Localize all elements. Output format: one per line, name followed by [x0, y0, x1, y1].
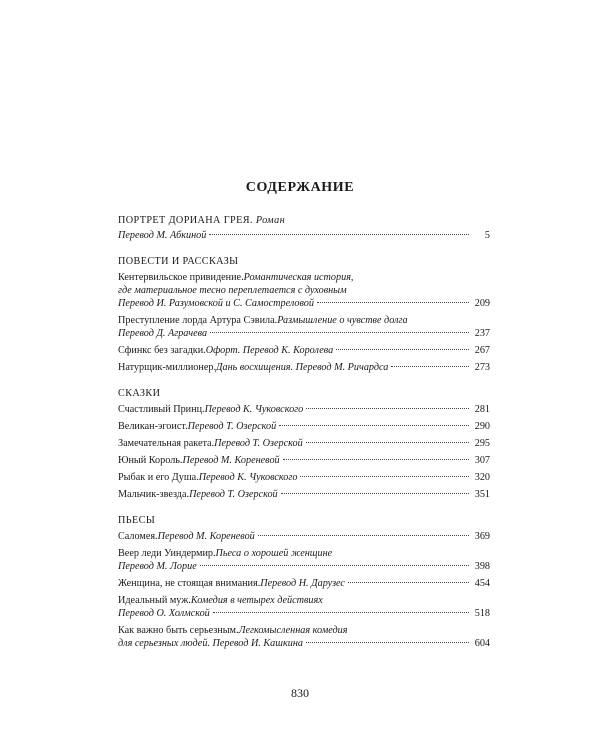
entry-page-number: 518: [474, 608, 490, 619]
toc-entry-line: [118, 344, 490, 357]
table-of-contents: [118, 214, 490, 663]
toc-entry-line: [118, 530, 490, 543]
entry-title: Кентервильское привидение.: [118, 272, 244, 283]
toc-entry-line: [118, 637, 490, 650]
section-heading-text: ПЬЕСЫ: [118, 515, 156, 526]
entry-subtitle: Перевод М. Кореневой: [157, 531, 255, 542]
dot-leader: [213, 612, 469, 613]
entry-subtitle: Комедия в четырех действиях: [190, 595, 323, 606]
entry-title: Женщина, не стоящая внимания.: [118, 578, 261, 589]
toc-entry-line: [118, 284, 490, 297]
toc-entry-line: [118, 454, 490, 467]
toc-entry[interactable]: [118, 488, 490, 501]
entry-page-number: 281: [474, 404, 490, 415]
dot-leader: [300, 476, 469, 477]
entry-page-number: 209: [474, 298, 490, 309]
entry-title: Натурщик-миллионер.: [118, 362, 216, 373]
entry-subtitle: Перевод Т. Озерской: [189, 489, 278, 500]
toc-entry[interactable]: [118, 624, 490, 650]
entry-title: Как важно быть серьезным.: [118, 625, 239, 636]
dot-leader: [209, 234, 469, 235]
entry-page-number: 454: [474, 578, 490, 589]
entry-subtitle: Перевод М. Абкиной: [118, 230, 207, 241]
entry-subtitle: Перевод К. Чуковского: [204, 404, 304, 415]
toc-entry[interactable]: [118, 530, 490, 543]
entry-title: Мальчик-звезда.: [118, 489, 190, 500]
toc-entry[interactable]: [118, 361, 490, 374]
toc-entry-line: [118, 624, 490, 637]
entry-title: Идеальный муж.: [118, 595, 191, 606]
toc-entry[interactable]: [118, 577, 490, 590]
toc-entry-line: [118, 403, 490, 416]
dot-leader: [306, 408, 469, 409]
toc-entry[interactable]: [118, 420, 490, 433]
dot-leader: [279, 425, 469, 426]
toc-entry-line: [118, 547, 490, 560]
toc-entry[interactable]: [118, 344, 490, 357]
entry-subtitle: Перевод К. Чуковского: [198, 472, 298, 483]
entry-subtitle: Пьеса о хорошей женщине: [215, 548, 333, 559]
entry-subtitle: Перевод Т. Озерской: [214, 438, 303, 449]
section-heading: [118, 387, 490, 400]
entry-page-number: 604: [474, 638, 490, 649]
page-title: СОДЕРЖАНИЕ: [245, 180, 355, 195]
section-heading: [118, 255, 490, 268]
entry-subtitle: Офорт. Перевод К. Королева: [205, 345, 334, 356]
section-heading-genre: Роман: [255, 215, 286, 226]
entry-page-number: 320: [474, 472, 490, 483]
entry-page-number: 273: [474, 362, 490, 373]
toc-entry[interactable]: [118, 454, 490, 467]
entry-page-number: 237: [474, 328, 490, 339]
toc-section: [118, 214, 490, 242]
dot-leader: [317, 302, 469, 303]
section-heading-text: ПОВЕСТИ И РАССКАЗЫ: [118, 256, 239, 267]
entry-subtitle: где материальное тесно переплетается с духовным: [118, 285, 347, 296]
toc-section: [118, 255, 490, 374]
entry-title: Замечательная ракета.: [118, 438, 215, 449]
entry-subtitle: Перевод М. Лорие: [118, 561, 197, 572]
toc-entry[interactable]: [118, 403, 490, 416]
section-heading-text: ПОРТРЕТ ДОРИАНА ГРЕЯ.: [118, 215, 253, 226]
toc-entry[interactable]: [118, 471, 490, 484]
entry-subtitle: Перевод Д. Аграчева: [118, 328, 208, 339]
dot-leader: [283, 459, 469, 460]
toc-entry-line: [118, 471, 490, 484]
entry-page-number: 369: [474, 531, 490, 542]
entry-page-number: 5: [484, 230, 490, 241]
toc-entry[interactable]: [118, 229, 490, 242]
toc-entry-line: [118, 420, 490, 433]
entry-subtitle: Перевод О. Холмской: [118, 608, 210, 619]
entry-subtitle: Перевод Т. Озерской: [187, 421, 277, 432]
toc-section: [118, 514, 490, 650]
dot-leader: [306, 442, 469, 443]
section-heading-text: СКАЗКИ: [118, 388, 161, 399]
entry-subtitle: Перевод М. Кореневой: [182, 455, 280, 466]
toc-entry-line: [118, 594, 490, 607]
entry-subtitle: для серьезных людей. Перевод И. Кашкина: [118, 638, 303, 649]
entry-title: Веер леди Уиндермир.: [118, 548, 216, 559]
entry-title: Великан-эгоист.: [118, 421, 188, 432]
toc-entry[interactable]: [118, 547, 490, 573]
dot-leader: [348, 582, 469, 583]
toc-entry[interactable]: [118, 314, 490, 340]
toc-entry-line: [118, 560, 490, 573]
dot-leader: [210, 332, 469, 333]
entry-page-number: 267: [474, 345, 490, 356]
entry-page-number: 307: [474, 455, 490, 466]
toc-entry-line: [118, 607, 490, 620]
page-number: 830: [291, 686, 309, 700]
entry-subtitle: Дань восхищения. Перевод М. Ричардса: [216, 362, 389, 373]
dot-leader: [281, 493, 469, 494]
entry-page-number: 290: [474, 421, 490, 432]
toc-entry[interactable]: [118, 594, 490, 620]
entry-title: Счастливый Принц.: [118, 404, 205, 415]
entry-page-number: 398: [474, 561, 490, 572]
entry-title: Сфинкс без загадки.: [118, 345, 206, 356]
entry-title: Юный Король.: [118, 455, 183, 466]
toc-entry-line: [118, 229, 490, 242]
toc-section: [118, 387, 490, 501]
toc-entry[interactable]: [118, 271, 490, 310]
entry-title: Преступление лорда Артура Сэвила.: [118, 315, 278, 326]
dot-leader: [258, 535, 469, 536]
toc-entry-line: [118, 577, 490, 590]
entry-subtitle: Размышление о чувстве долга: [277, 315, 408, 326]
dot-leader: [200, 565, 469, 566]
toc-entry-line: [118, 314, 490, 327]
toc-entry-line: [118, 437, 490, 450]
section-heading: [118, 214, 490, 227]
entry-subtitle: Романтическая история,: [243, 272, 354, 283]
dot-leader: [391, 366, 469, 367]
dot-leader: [336, 349, 469, 350]
toc-entry[interactable]: [118, 437, 490, 450]
entry-title: Саломея.: [118, 531, 158, 542]
entry-page-number: 295: [474, 438, 490, 449]
entry-page-number: 351: [474, 489, 490, 500]
entry-title: Рыбак и его Душа.: [118, 472, 199, 483]
toc-entry-line: [118, 271, 490, 284]
toc-entry-line: [118, 327, 490, 340]
entry-subtitle: Перевод Н. Дарузес: [260, 578, 345, 589]
toc-entry-line: [118, 297, 490, 310]
entry-subtitle: Перевод И. Разумовской и С. Самостреловой: [118, 298, 314, 309]
dot-leader: [306, 642, 469, 643]
entry-subtitle: Легкомысленная комедия: [238, 625, 348, 636]
toc-entry-line: [118, 361, 490, 374]
toc-entry-line: [118, 488, 490, 501]
section-heading: [118, 514, 490, 527]
